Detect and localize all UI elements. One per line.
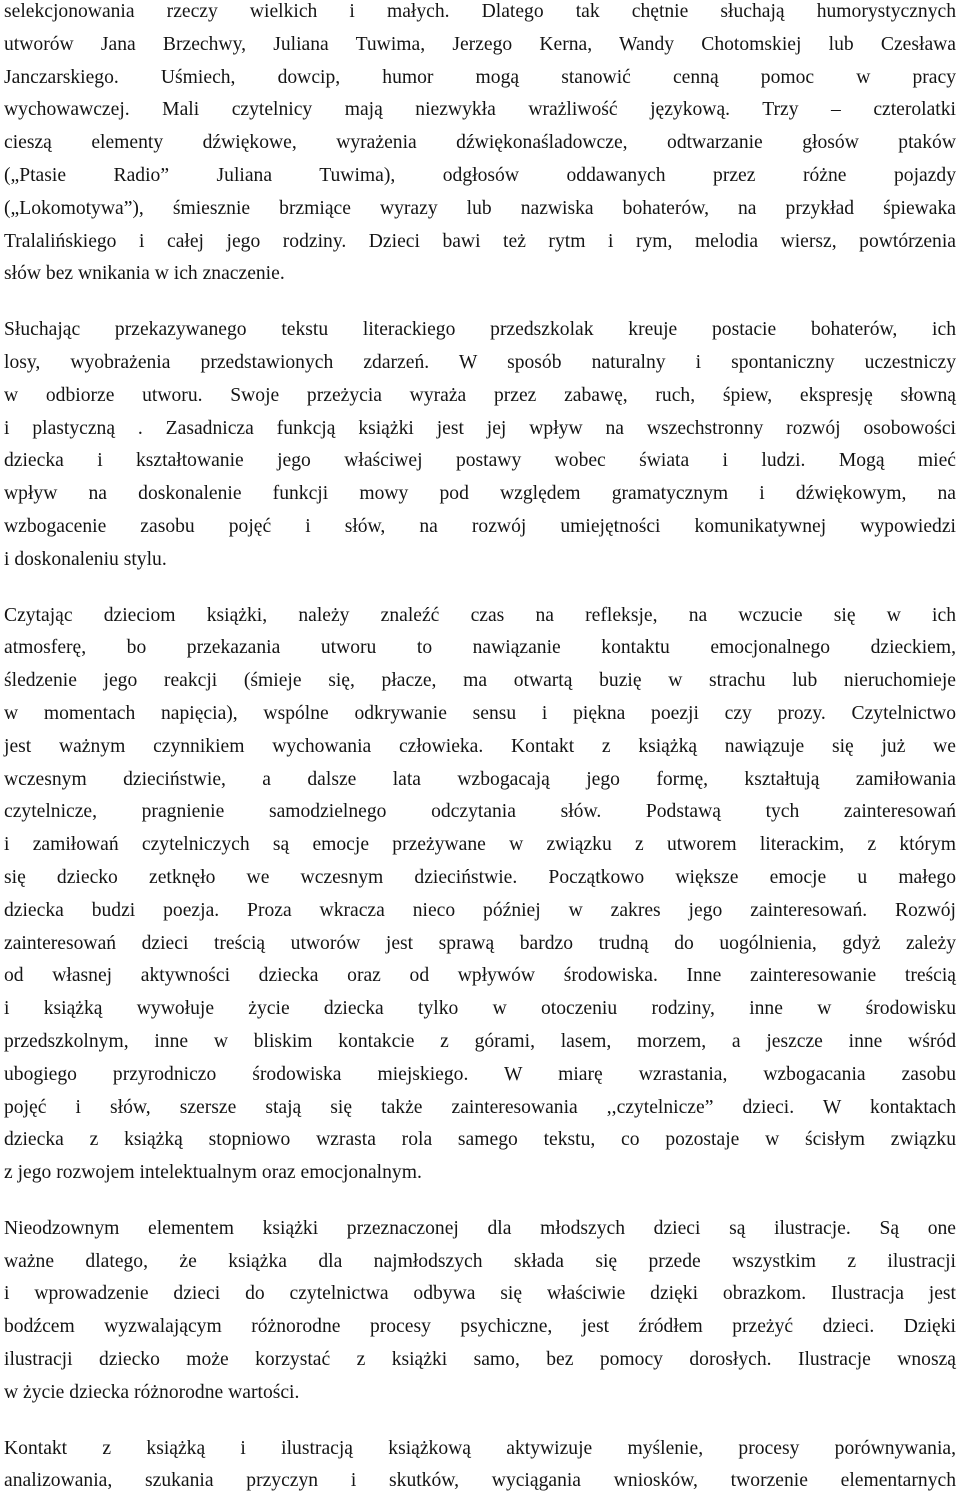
text-line: i książką wywołuje życie dziecka tylko w otoczeniu rodziny, inne w środowisku — [4, 998, 956, 1020]
paragraph-2 — [4, 314, 956, 576]
text-line: losy, wyobrażenia przedstawionych zdarzeń. W sposób naturalny i spontaniczny uczestniczy — [4, 351, 956, 373]
text-line: Tralalińskiego i całej jego rodziny. Dzieci bawi też rytm i rym, melodia wiersz, powtórzenia — [4, 230, 956, 252]
text-line: dziecka z książką stopniowo wzrasta rola samego tekstu, co pozostaje w ścisłym związku — [4, 1129, 956, 1151]
text-line: czytelnicze, pragnienie samodzielnego odczytania słów. Podstawą tych zainteresowań — [4, 801, 956, 823]
text-line: Janczarskiego. Uśmiech, dowcip, humor mogą stanowić cenną pomoc w pracy — [4, 66, 956, 88]
text-line: wzbogacenie zasobu pojęć i słów, na rozwój umiejętności komunikatywnej wypowiedzi — [4, 515, 956, 537]
text-line: atmosferę, bo przekazania utworu to nawiązanie kontaktu emocjonalnego dzieckiem, — [4, 637, 956, 659]
text-line: słów bez wnikania w ich znaczenie. — [4, 263, 285, 285]
text-line: („Lokomotywa”), śmiesznie brzmiące wyrazy lub nazwiska bohaterów, na przykład śpiewaka — [4, 197, 956, 219]
text-line: selekcjonowania rzeczy wielkich i małych. Dlatego tak chętnie słuchają humorystycznych — [4, 1, 956, 22]
text-line: i doskonaleniu stylu. — [4, 548, 167, 570]
paragraph-4 — [4, 1213, 956, 1410]
text-line: („Ptasie Radio” Juliana Tuwima), odgłosów oddawanych przez różne pojazdy — [4, 164, 956, 186]
text-line: się dziecko zetknęło we wczesnym dzieciństwie. Początkowo większe emocje u małego — [4, 866, 956, 888]
text-line: ważne dlatego, że książka dla najmłodszych składa się przede wszystkim z ilustracji — [4, 1250, 956, 1272]
text-line: pojęć i słów, szersze stają się także zainteresowania ,,czytelnicze” dzieci. W kontaktach — [4, 1096, 956, 1118]
text-line: Czytając dzieciom książki, należy znaleźć czas na refleksje, na wczucie się w ich — [4, 604, 956, 626]
text-line: śledzenie jego reakcji (śmieje się, płacze, ma otwartą buzię w strachu lub nieruchomieje — [4, 670, 956, 692]
text-line: z jego rozwojem intelektualnym oraz emocjonalnym. — [4, 1162, 422, 1184]
paragraph-1 — [4, 0, 956, 291]
text-line: od własnej aktywności dziecka oraz od wpływów środowiska. Inne zainteresowanie treścią — [4, 965, 956, 987]
text-line: analizowania, szukania przyczyn i skutków, wyciągania wniosków, tworzenie elementarnych — [4, 1470, 956, 1492]
text-line: w życie dziecka różnorodne wartości. — [4, 1381, 300, 1403]
text-line: zainteresowań dzieci treścią utworów jest sprawą bardzo trudną do uogólnienia, gdyż zależy — [4, 932, 956, 954]
text-line: i zamiłowań czytelniczych są emocje przeżywane w związku z utworem literackim, z którym — [4, 834, 956, 856]
text-line: wpływ na doskonalenie funkcji mowy pod względem gramatycznym i dźwiękowym, na — [4, 483, 956, 505]
text-line: i wprowadzenie dzieci do czytelnictwa odbywa się właściwie dzięki obrazkom. Ilustracja jest — [4, 1283, 956, 1305]
text-line: ubogiego przyrodniczo środowiska miejskiego. W miarę wzrastania, wzbogacania zasobu — [4, 1063, 956, 1085]
text-line: dziecka budzi poezja. Proza wkracza nieco później w zakres jego zainteresowań. Rozwój — [4, 899, 956, 921]
text-line: w momentach napięcia), wspólne odkrywanie sensu i piękna poezji czy prozy. Czytelnictwo — [4, 702, 956, 724]
text-line: Słuchając przekazywanego tekstu literackiego przedszkolak kreuje postacie bohaterów, ich — [4, 319, 956, 341]
text-line: w odbiorze utworu. Swoje przeżycia wyraża przez zabawę, ruch, śpiew, ekspresję słowną — [4, 384, 956, 406]
text-line: i plastyczną . Zasadnicza funkcją książki jest jej wpływ na wszechstronny rozwój osobowości — [4, 417, 956, 439]
text-line: wczesnym dzieciństwie, a dalsze lata wzbogacają jego formę, kształtują zamiłowania — [4, 768, 956, 790]
text-line: bodźcem wyzwalającym różnorodne procesy psychiczne, jest źródłem przeżyć dzieci. Dzięki — [4, 1316, 956, 1338]
text-line: przedszkolnym, inne w bliskim kontakcie z górami, lasem, morzem, a jeszcze inne wśród — [4, 1030, 956, 1052]
text-line: jest ważnym czynnikiem wychowania człowieka. Kontakt z książką nawiązuje się już we — [4, 735, 956, 757]
text-line: Kontakt z książką i ilustracją książkową aktywizuje myślenie, procesy porównywania, — [4, 1437, 956, 1459]
text-line: utworów Jana Brzechwy, Juliana Tuwima, Jerzego Kerna, Wandy Chotomskiej lub Czesława — [4, 33, 956, 55]
text-line: cieszą elementy dźwiękowe, wyrażenia dźwiękonaśladowcze, odtwarzanie głosów ptaków — [4, 132, 956, 154]
text-line: ilustracji dziecko może korzystać z książki samo, bez pomocy dorosłych. Ilustracje wnoszą — [4, 1349, 956, 1371]
text-line: dziecka i kształtowanie jego właściwej postawy wobec świata i ludzi. Mogą mieć — [4, 450, 956, 472]
paragraph-5 — [4, 1433, 956, 1499]
paragraph-3 — [4, 600, 956, 1190]
text-line: wychowawczej. Mali czytelnicy mają niezwykła wrażliwość językową. Trzy – czterolatki — [4, 99, 956, 121]
text-line: Nieodzownym elementem książki przeznaczonej dla młodszych dzieci są ilustracje. Są one — [4, 1217, 956, 1239]
